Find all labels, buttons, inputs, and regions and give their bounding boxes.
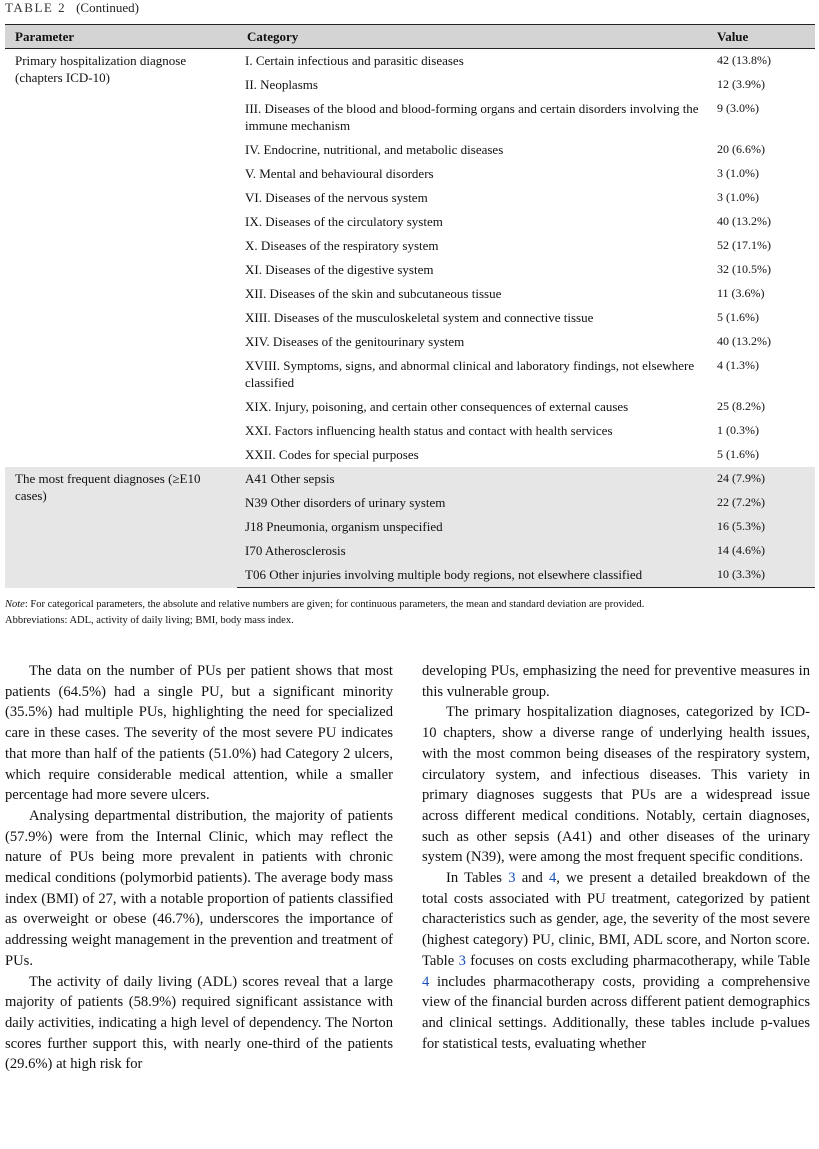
table-3-link[interactable]: 3 bbox=[458, 952, 466, 969]
body-column-left bbox=[5, 661, 393, 1075]
value-cell: 20 (6.6%) bbox=[717, 142, 765, 156]
note-text: : For categorical parameters, the absolute and relative numbers are given; for continuous parameters, the mean and standard deviation are provided. bbox=[24, 599, 645, 610]
value-cell: 4 (1.3%) bbox=[717, 358, 759, 372]
table-continued: (Continued) bbox=[76, 0, 139, 15]
value-cell: 52 (17.1%) bbox=[717, 238, 771, 252]
table-row bbox=[5, 49, 815, 74]
value-cell: 40 (13.2%) bbox=[717, 214, 771, 228]
value-cell: 5 (1.6%) bbox=[717, 447, 759, 461]
category-cell: T06 Other injuries involving multiple body regions, not elsewhere classified bbox=[237, 563, 713, 588]
category-cell: X. Diseases of the respiratory system bbox=[245, 238, 439, 253]
category-cell: I. Certain infectious and parasitic diseases bbox=[245, 53, 464, 68]
category-cell: XII. Diseases of the skin and subcutaneous tissue bbox=[245, 286, 502, 301]
table-note bbox=[5, 597, 815, 629]
note-label: Note bbox=[5, 599, 25, 610]
table-4-link[interactable]: 4 bbox=[548, 870, 557, 887]
value-cell: 1 (0.3%) bbox=[717, 423, 759, 437]
category-cell: IV. Endocrine, nutritional, and metabolic diseases bbox=[245, 142, 504, 157]
paragraph: developing PUs, emphasizing the need for preventive measures in this vulnerable group. bbox=[422, 663, 810, 700]
value-cell: 9 (3.0%) bbox=[717, 101, 759, 115]
category-cell: V. Mental and behavioural disorders bbox=[245, 166, 434, 181]
category-cell: XXII. Codes for special purposes bbox=[245, 447, 419, 462]
category-cell: IX. Diseases of the circulatory system bbox=[245, 214, 443, 229]
category-cell: VI. Diseases of the nervous system bbox=[245, 190, 428, 205]
category-cell: J18 Pneumonia, organism unspecified bbox=[237, 515, 713, 539]
value-cell: 16 (5.3%) bbox=[713, 515, 815, 539]
table-row bbox=[5, 467, 815, 491]
value-cell: 25 (8.2%) bbox=[717, 399, 765, 413]
table-label: TABLE 2 bbox=[5, 0, 67, 15]
category-cell: I70 Atherosclerosis bbox=[237, 539, 713, 563]
value-cell: 22 (7.2%) bbox=[713, 491, 815, 515]
value-cell: 5 (1.6%) bbox=[717, 310, 759, 324]
parameter-cell: The most frequent diagnoses (≥E10 cases) bbox=[5, 467, 237, 588]
abbreviations: Abbreviations: ADL, activity of daily living; BMI, body mass index. bbox=[5, 615, 294, 626]
parameter-cell: Primary hospitalization diagnose (chapters ICD-10) bbox=[15, 53, 187, 85]
paragraph: The primary hospitalization diagnoses, categorized by ICD-10 chapters, show a diverse range of underlying health issues, with the most common being diseases of the respiratory system, circulatory system, and infectious diseases. This variety in primary diagnoses suggests that PUs are a widespread issue across different medical conditions. Notably, certain diagnoses, such as other sepsis (A41) and other diseases of the urinary system (N39), were among the most frequent specific conditions. bbox=[422, 704, 810, 866]
paragraph: In Tables 3 and 4, we present a detailed breakdown of the total costs associated with PU treatment, categorized by patient characteristics such as gender, age, the severity of the most severe (highest category) PU, clinic, BMI, ADL score, and Norton score. Table 3 focuses on costs excluding pharmacotherapy, while Table 4 includes pharmacotherapy costs, providing a comprehensive view of the financial burden across different patient demographics and clinical settings. Additionally, these tables include p-values for statistical tests, evaluating whether bbox=[422, 870, 810, 1052]
body-column-right bbox=[422, 661, 810, 1054]
paragraph: The data on the number of PUs per patient shows that most patients (64.5%) had a single PU, but a significant minority (35.5%) had multiple PUs, highlighting the need for specialized care in these cases. The severity of the most severe PU indicates that more than half of the patients (51.0%) had Category 2 ulcers, which require considerable medical attention, while a smaller percentage had more severe ulcers. bbox=[5, 663, 393, 804]
category-cell: II. Neoplasms bbox=[245, 77, 318, 92]
header-category: Category bbox=[237, 25, 713, 49]
category-cell: XIV. Diseases of the genitourinary system bbox=[245, 334, 465, 349]
table-3-link[interactable]: 3 bbox=[508, 870, 516, 887]
value-cell: 3 (1.0%) bbox=[717, 190, 759, 204]
value-cell: 42 (13.8%) bbox=[717, 53, 771, 67]
category-cell: XXI. Factors influencing health status and contact with health services bbox=[245, 423, 613, 438]
table-body bbox=[5, 49, 815, 588]
table-header-row bbox=[5, 25, 815, 49]
paragraph: The activity of daily living (ADL) scores reveal that a large majority of patients (58.9%) required significant assistance with daily activities, indicating a high level of dependency. The Norton scores further support this, with nearly one-third of the patients (29.6%) at high risk for bbox=[5, 973, 393, 1073]
category-cell: XIX. Injury, poisoning, and certain other consequences of external causes bbox=[245, 399, 629, 414]
category-cell: N39 Other disorders of urinary system bbox=[237, 491, 713, 515]
value-cell: 40 (13.2%) bbox=[717, 334, 771, 348]
value-cell: 14 (4.6%) bbox=[713, 539, 815, 563]
value-cell: 12 (3.9%) bbox=[717, 77, 765, 91]
category-cell: III. Diseases of the blood and blood-forming organs and certain disorders involving the immune mechanism bbox=[245, 101, 699, 133]
table-4-link[interactable]: 4 bbox=[422, 973, 430, 990]
table-caption bbox=[5, 0, 139, 15]
value-cell: 3 (1.0%) bbox=[717, 166, 759, 180]
value-cell: 10 (3.3%) bbox=[713, 563, 815, 588]
category-cell: A41 Other sepsis bbox=[237, 467, 713, 491]
header-parameter: Parameter bbox=[5, 25, 237, 49]
data-table bbox=[5, 24, 815, 588]
category-cell: XVIII. Symptoms, signs, and abnormal clinical and laboratory findings, not elsewhere classified bbox=[245, 358, 695, 390]
category-cell: XIII. Diseases of the musculoskeletal system and connective tissue bbox=[245, 310, 594, 325]
paragraph: Analysing departmental distribution, the majority of patients (57.9%) were from the Internal Clinic, which may reflect the nature of PUs being more prevalent in patients with chronic medical conditions (polymorbid patients). The average body mass index (BMI) of 27, with a notable proportion of patients classified as overweight or obese (46.7%), underscores the importance of addressing weight management in the prevention and treatment of PUs. bbox=[5, 807, 393, 969]
category-cell: XI. Diseases of the digestive system bbox=[245, 262, 434, 277]
value-cell: 11 (3.6%) bbox=[717, 286, 765, 300]
header-value: Value bbox=[713, 25, 815, 49]
value-cell: 24 (7.9%) bbox=[713, 467, 815, 491]
value-cell: 32 (10.5%) bbox=[717, 262, 771, 276]
